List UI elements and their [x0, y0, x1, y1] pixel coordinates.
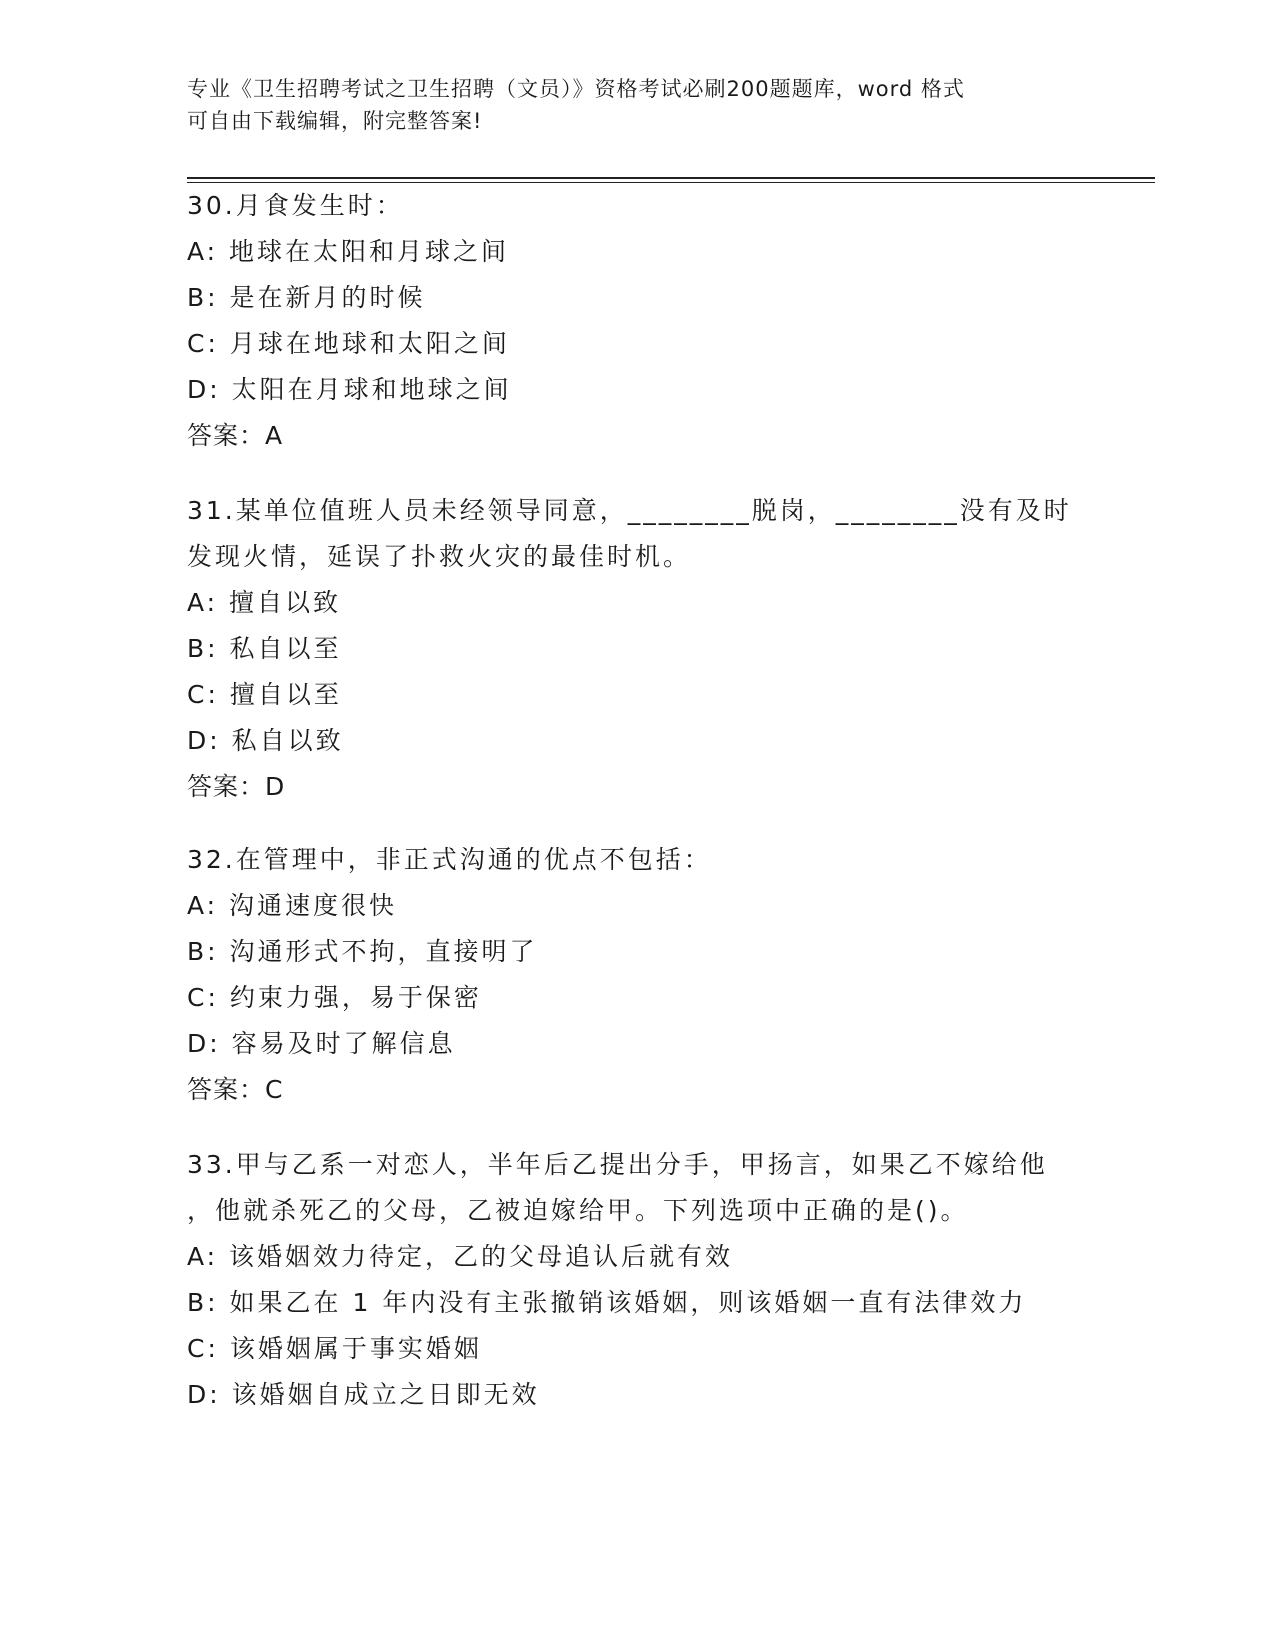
answer: 答案：D [187, 772, 286, 801]
header-line-2: 可自由下载编辑，附完整答案! [187, 109, 483, 133]
question-stem-continued: 发现火情，延误了扑救火灾的最佳时机。 [187, 542, 692, 571]
option-a: A: 沟通速度很快 [187, 891, 398, 920]
question-stem: 33.甲与乙系一对恋人，半年后乙提出分手，甲扬言，如果乙不嫁给他 [187, 1150, 1048, 1179]
option-d: D: 容易及时了解信息 [187, 1029, 456, 1058]
option-c: C: 该婚姻属于事实婚姻 [187, 1334, 482, 1363]
document-header [187, 73, 1087, 137]
option-b: B: 如果乙在 1 年内没有主张撤销该婚姻，则该婚姻一直有法律效力 [187, 1288, 1027, 1317]
question-stem: 31.某单位值班人员未经领导同意，________脱岗，________没有及时 [187, 496, 1072, 525]
question-33 [187, 1142, 1087, 1418]
question-30 [187, 183, 1087, 459]
question-31 [187, 488, 1087, 810]
option-c: C: 约束力强，易于保密 [187, 983, 482, 1012]
option-b: B: 是在新月的时候 [187, 283, 426, 312]
option-d: D: 私自以致 [187, 726, 344, 755]
option-d: D: 该婚姻自成立之日即无效 [187, 1380, 540, 1409]
option-d: D: 太阳在月球和地球之间 [187, 375, 512, 404]
question-stem: 32.在管理中，非正式沟通的优点不包括： [187, 845, 712, 874]
option-c: C: 擅自以至 [187, 680, 342, 709]
question-32 [187, 837, 1087, 1113]
option-a: A: 该婚姻效力待定，乙的父母追认后就有效 [187, 1242, 734, 1271]
option-a: A: 擅自以致 [187, 588, 342, 617]
header-divider-thick [187, 177, 1155, 179]
answer: 答案：A [187, 421, 284, 450]
answer: 答案：C [187, 1075, 284, 1104]
question-stem-continued: ，他就杀死乙的父母，乙被迫嫁给甲。下列选项中正确的是()。 [187, 1196, 969, 1225]
option-b: B: 私自以至 [187, 634, 342, 663]
question-stem: 30.月食发生时： [187, 191, 404, 220]
header-line-1: 专业《卫生招聘考试之卫生招聘（文员）》资格考试必刷200题题库，word 格式 [187, 77, 965, 101]
option-a: A: 地球在太阳和月球之间 [187, 237, 510, 266]
option-c: C: 月球在地球和太阳之间 [187, 329, 510, 358]
option-b: B: 沟通形式不拘，直接明了 [187, 937, 538, 966]
